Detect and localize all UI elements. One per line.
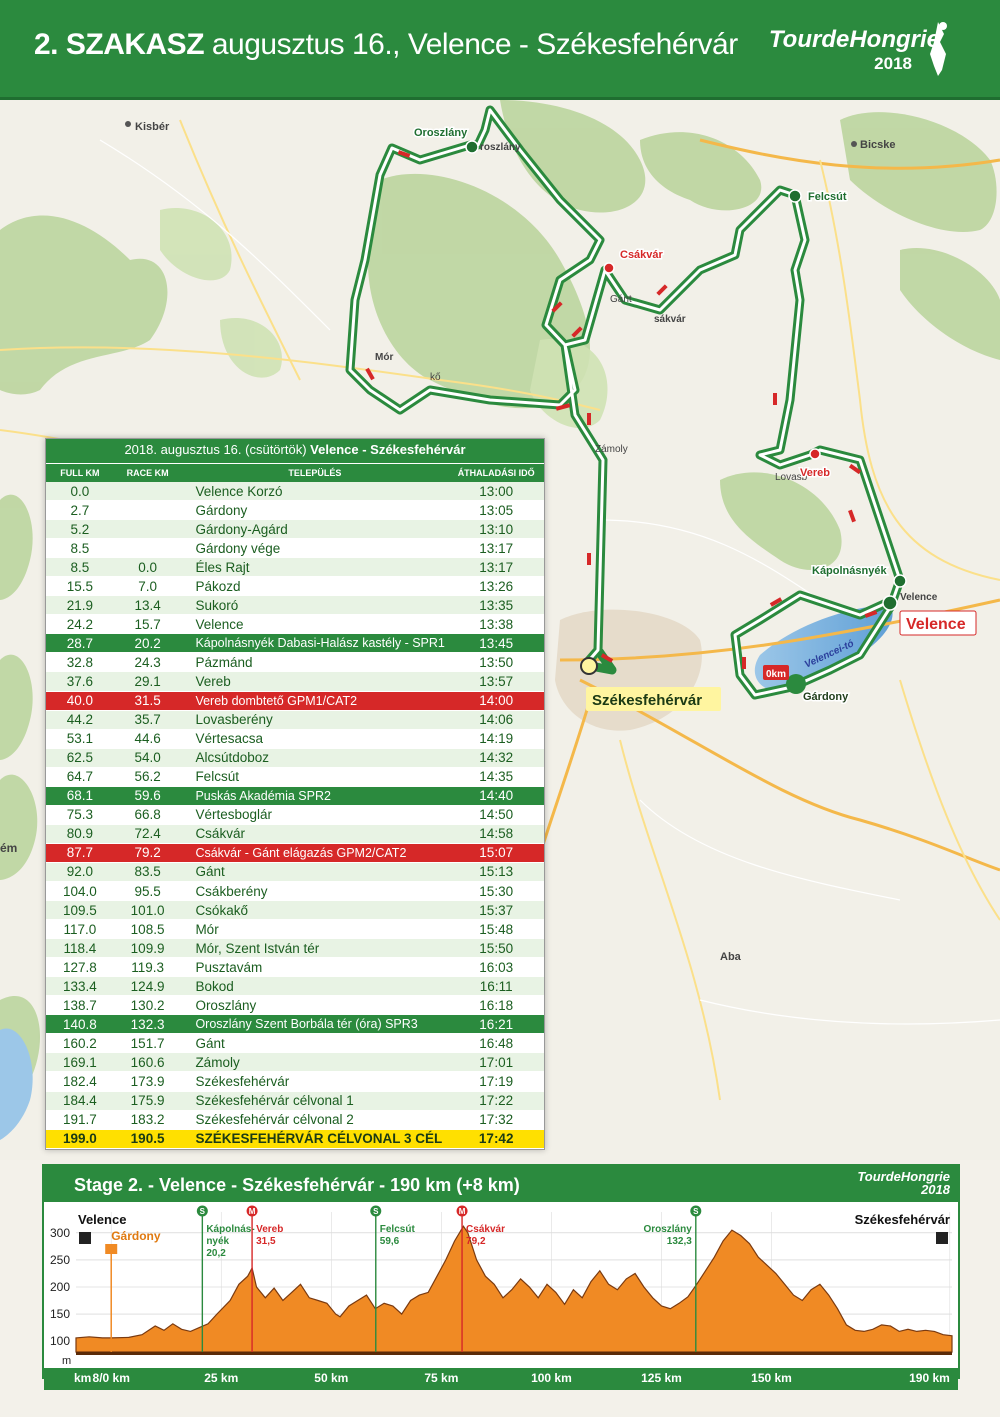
cell-time: 17:22 [479,1093,514,1109]
marker-label-line: 79,2 [466,1236,486,1247]
unit-km-label: km [74,1371,92,1385]
cell-place: Csákvár [195,826,245,842]
cell-full-km: 80.9 [66,826,93,842]
cell-race-km: 124.9 [130,978,165,994]
cell-place: Bokod [195,978,234,994]
table-row [46,787,544,806]
cell-race-km: 160.6 [130,1054,165,1070]
table-row [46,977,544,996]
label-velence-start: Velence [906,616,966,633]
marker-label-line: Vereb [256,1224,284,1235]
cell-time: 15:37 [479,902,514,918]
cell-place: Gánt [195,1035,225,1051]
cell-full-km: 28.7 [66,635,93,651]
stage-subtitle: augusztus 16., Velence - Székesfehérvár [211,28,738,61]
cell-place: Alcsútdoboz [195,750,269,766]
label-koke: kő [430,372,441,383]
cell-race-km: 35.7 [134,712,161,728]
table-row [46,520,544,539]
table-row [46,730,544,749]
cell-time: 14:50 [479,807,514,823]
cell-race-km: 119.3 [131,959,164,975]
cell-time: 15:07 [479,845,514,861]
cell-place: Székesfehérvár célvonal 2 [195,1112,354,1128]
cell-race-km: 29.1 [134,673,161,689]
cell-race-km: 72.4 [134,826,161,842]
cell-time: 13:10 [479,521,514,537]
cell-time: 13:38 [479,616,514,632]
table-title [46,439,544,463]
cell-full-km: 118.4 [63,940,97,956]
cell-place: Velence [195,616,244,632]
cell-time: 13:17 [479,540,514,556]
cell-place: Pákozd [195,578,241,594]
cell-race-km: 66.8 [134,807,161,823]
cell-place: Pázmánd [195,654,253,670]
cell-time: 14:19 [479,731,514,747]
cell-place: Pusztavám [195,959,263,975]
cell-race-km: 151.7 [130,1035,165,1051]
cell-race-km: 54.0 [134,750,161,766]
cell-place: Gárdony [195,502,248,518]
header-bar [0,0,1000,100]
table-row [46,844,544,863]
table-row [46,920,544,939]
table-row [46,558,544,577]
table-row [46,672,544,691]
itinerary-table [45,438,545,1150]
cell-full-km: 2.7 [70,502,90,518]
cell-place: Gárdony vége [195,540,281,556]
cell-time: 14:35 [479,769,514,785]
cell-time: 13:35 [479,597,514,613]
cell-time: 14:40 [479,788,514,804]
cell-full-km: 127.8 [62,959,97,975]
y-tick-label: 300 [49,1225,70,1240]
marker-label [643,1224,692,1247]
table-row [46,996,544,1015]
cell-time: 14:58 [479,826,514,842]
col-place: TELEPÜLÉS [288,468,342,478]
cell-time: 13:00 [479,483,514,499]
table-row [46,1034,544,1053]
table-row [46,1053,544,1072]
cell-time: 17:42 [478,1131,514,1147]
marker-label-line: 20,2 [206,1248,226,1259]
cell-place: Székesfehérvár [195,1073,290,1089]
cell-time: 13:57 [479,673,514,689]
profile-logo-brand: TourdeHongrie [857,1169,950,1184]
cell-time: 14:32 [479,750,514,766]
cell-time: 17:01 [479,1054,514,1070]
label-csakvar-plain: sákvár [654,314,686,325]
gardony-label: Gárdony [111,1229,161,1243]
cell-place: Mór [195,921,219,937]
label-kisber: Kisbér [135,121,170,133]
marker-label-line: Felcsút [379,1224,415,1235]
cell-full-km: 32.8 [66,654,93,670]
logo-year: 2018 [874,54,912,73]
profile-title: Stage 2. - Velence - Székesfehérvár - 190 km (+8 km) [74,1175,520,1195]
cell-time: 15:48 [479,921,514,937]
table-title-route: Velence - Székesfehérvár [310,442,466,457]
marker-label [466,1224,505,1247]
y-tick-label: 250 [49,1252,70,1267]
cell-time: 17:19 [479,1073,514,1089]
col-full-km: FULL KM [60,468,100,478]
table-header-row [46,463,544,482]
table-row [46,539,544,558]
cell-full-km: 0.0 [70,483,90,499]
y-tick-label: 200 [49,1280,70,1294]
profile-logo-year: 2018 [921,1182,950,1197]
label-oroszlany: Oroszlány [414,127,468,139]
cell-place: Zámoly [195,1054,240,1070]
y-tick-label: 100 [49,1334,70,1349]
x-tick-label: 25 km [204,1371,239,1385]
marker-letter: S [199,1207,206,1216]
table-row [46,901,544,920]
cell-full-km: 5.2 [70,521,90,537]
cell-time: 16:48 [479,1035,514,1051]
label-vereb: Vereb [800,467,830,479]
cell-place: Sukoró [195,597,239,613]
cell-place: Velence Korzó [195,483,283,499]
cell-race-km: 7.0 [138,578,157,594]
x-tick-label: 50 km [314,1371,349,1385]
cell-place: Éles Rajt [195,559,250,575]
cell-full-km: 92.0 [66,864,93,880]
cell-full-km: 182.4 [62,1073,97,1089]
cell-race-km: 183.2 [130,1112,165,1128]
cell-place: Csákberény [195,883,268,899]
cell-full-km: 184.4 [62,1093,97,1109]
cell-place: Székesfehérvár célvonal 1 [195,1093,354,1109]
cell-race-km: 95.5 [134,883,161,899]
cell-time: 13:17 [479,559,514,575]
marker-label [256,1224,283,1247]
label-bicske: Bicske [860,139,896,151]
table-row [46,882,544,901]
label-lovasb: Lovasb [775,472,808,483]
cell-race-km: 79.2 [134,845,161,861]
cell-full-km: 64.7 [66,769,93,785]
cell-full-km: 199.0 [62,1131,97,1147]
label-gant: Gánt [610,294,632,305]
table-row [46,1111,544,1130]
start-flag-icon [79,1232,91,1244]
label-zamoly: Zámoly [595,444,628,455]
unit-m-label: m [62,1355,72,1367]
table-row [46,749,544,768]
cell-time: 14:00 [479,693,514,709]
label-mor: Mór [375,352,394,363]
cell-full-km: 75.3 [66,807,93,823]
cell-full-km: 87.7 [66,845,93,861]
cell-place: Csókakő [195,902,248,918]
marker-letter: S [373,1207,379,1216]
label-szekesfehervar: Székesfehérvár [592,692,703,709]
logo-brand: TourdeHongrie [768,26,940,53]
cell-full-km: 8.5 [70,540,90,556]
marker-label [206,1224,254,1259]
cell-place: Oroszlány [195,997,257,1013]
page-title [34,28,738,62]
cell-race-km: 101.0 [130,902,165,918]
table-row [46,863,544,882]
label-gardony: Gárdony [803,691,849,703]
cell-time: 16:03 [479,959,514,975]
label-velence-plain: Velence [900,592,938,603]
cell-full-km: 62.5 [66,750,93,766]
cell-time: 13:50 [479,654,514,670]
cell-race-km: 83.5 [134,864,161,880]
cell-place: Oroszlány Szent Borbála tér (óra) SPR3 [195,1017,418,1032]
cell-time: 16:11 [479,978,513,994]
cell-race-km: 31.5 [134,693,161,709]
cell-place: Vértesacsa [195,731,263,747]
cell-race-km: 130.2 [130,997,165,1013]
cell-race-km: 15.7 [134,616,161,632]
x-tick-label: 100 km [531,1371,572,1385]
table-row [46,596,544,615]
cell-place: Mór, Szent István tér [195,940,320,956]
cell-full-km: 37.6 [66,673,93,689]
cell-race-km: 44.6 [134,731,161,747]
gardony-flag-icon [105,1244,117,1254]
marker-letter: S [693,1207,699,1216]
cell-race-km: 175.9 [130,1093,165,1109]
marker-letter: M [248,1207,256,1216]
col-time: ÁTHALADÁSI IDŐ [457,468,535,478]
cell-full-km: 53.1 [66,731,93,747]
marker-label-line: 132,3 [666,1236,692,1247]
table-row [46,1015,544,1034]
col-race-km: RACE KM [126,468,169,478]
cell-time: 13:45 [479,635,514,651]
cell-race-km: 108.5 [130,921,165,937]
label-zero-km: 0km [766,669,787,680]
cell-full-km: 68.1 [66,788,93,804]
table-row [46,939,544,958]
cell-time: 13:26 [479,578,514,594]
cell-race-km: 109.9 [130,940,165,956]
table-row [46,825,544,844]
cell-time: 16:21 [479,1016,514,1032]
cell-place: Csákvár - Gánt elágazás GPM2/CAT2 [195,845,407,860]
table-row [46,1092,544,1111]
label-em: ém [0,841,18,855]
finish-flag-icon [936,1232,948,1244]
label-csakvar: Csákvár [620,249,663,261]
cell-time: 13:05 [479,502,514,518]
table-row [46,958,544,977]
marker-label-line: 59,6 [379,1236,400,1247]
cell-race-km: 24.3 [134,654,161,670]
table-row [46,615,544,634]
marker-label-line: Csákvár [466,1224,505,1235]
marker-letter: M [458,1207,466,1216]
table-row [46,501,544,520]
cell-race-km: 132.3 [130,1016,165,1032]
cell-place: Kápolnásnyék Dabasi-Halász kastély - SPR1 [195,636,445,651]
table-row [46,768,544,787]
cell-full-km: 40.0 [66,693,93,709]
table-row [46,653,544,672]
cell-place: Puskás Akadémia SPR2 [195,788,331,803]
cell-place: Lovasberény [195,712,273,728]
cell-time: 15:13 [479,864,514,880]
marker-label [380,1224,416,1247]
y-tick-label: 150 [49,1307,70,1322]
label-lake: Velencei-tó [803,638,856,671]
stage-number: 2. SZAKASZ [34,28,205,61]
cell-place: SZÉKESFEHÉRVÁR CÉLVONAL 3 CÉL [195,1131,443,1147]
profile-chart [44,1202,958,1385]
marker-label-line: 31,5 [256,1236,276,1247]
x-axis-bar [44,1368,958,1390]
cell-race-km: 13.4 [134,597,161,613]
cell-full-km: 21.9 [66,597,93,613]
cell-full-km: 24.2 [66,616,93,632]
cell-full-km: 140.8 [62,1016,97,1032]
x-tick-label: 125 km [641,1371,682,1385]
cell-full-km: 169.1 [62,1054,97,1070]
x-tick-label: 75 km [424,1371,459,1385]
marker-label-line: nyék [206,1236,230,1247]
table-row [46,806,544,825]
cell-place: Vereb [195,673,231,689]
cell-full-km: 160.2 [62,1035,97,1051]
cell-time: 16:18 [479,997,514,1013]
cell-full-km: 15.5 [66,578,93,594]
profile-baseline [76,1352,952,1355]
cell-full-km: 104.0 [62,883,97,899]
cell-place: Felcsút [195,769,239,785]
cell-time: 14:06 [479,712,514,728]
cell-race-km: 190.5 [130,1131,165,1147]
cell-full-km: 117.0 [63,921,97,937]
table-row [46,711,544,730]
profile-start-label: Velence [78,1212,127,1227]
marker-label-line: Oroszlány [643,1224,692,1235]
cell-race-km: 0.0 [138,559,157,575]
cell-race-km: 59.6 [134,788,161,804]
cell-time: 17:32 [479,1112,514,1128]
label-aba: Aba [720,951,741,963]
table-row [46,577,544,596]
x-tick-label: 8/0 km [92,1371,130,1385]
cell-time: 15:50 [479,940,514,956]
tour-logo [770,14,970,84]
x-tick-label: 150 km [751,1371,792,1385]
table-row [46,482,544,501]
cell-race-km: 20.2 [134,635,161,651]
x-tick-label: 190 km [909,1371,950,1385]
table-row [46,634,544,653]
cell-place: Vereb dombtető GPM1/CAT2 [195,693,358,708]
cell-place: Gárdony-Agárd [195,521,288,537]
cell-race-km: 56.2 [134,769,161,785]
table-title-date: 2018. augusztus 16. (csütörtök) [124,442,307,457]
cell-full-km: 109.5 [62,902,97,918]
cell-race-km: 173.9 [130,1073,165,1089]
table-row [46,1072,544,1091]
elevation-profile [42,1164,960,1385]
table-row [46,692,544,711]
cell-time: 15:30 [479,883,514,899]
label-oroszlany-plain: roszlány [480,142,521,153]
profile-logo [857,1170,950,1196]
label-felcsut: Felcsút [808,191,847,203]
label-kapolnasnyek: Kápolnásnyék [812,565,887,577]
table-body [46,482,544,1149]
cell-full-km: 191.7 [62,1112,97,1128]
cell-place: Gánt [195,864,225,880]
table-row [46,1130,544,1149]
cell-full-km: 8.5 [70,559,90,575]
marker-label-line: Kápolnás- [206,1224,255,1235]
cell-full-km: 133.4 [62,978,97,994]
cell-full-km: 138.7 [62,997,97,1013]
profile-finish-label: Székesfehérvár [854,1212,950,1227]
cell-full-km: 44.2 [66,712,93,728]
cell-place: Vértesboglár [195,807,272,823]
